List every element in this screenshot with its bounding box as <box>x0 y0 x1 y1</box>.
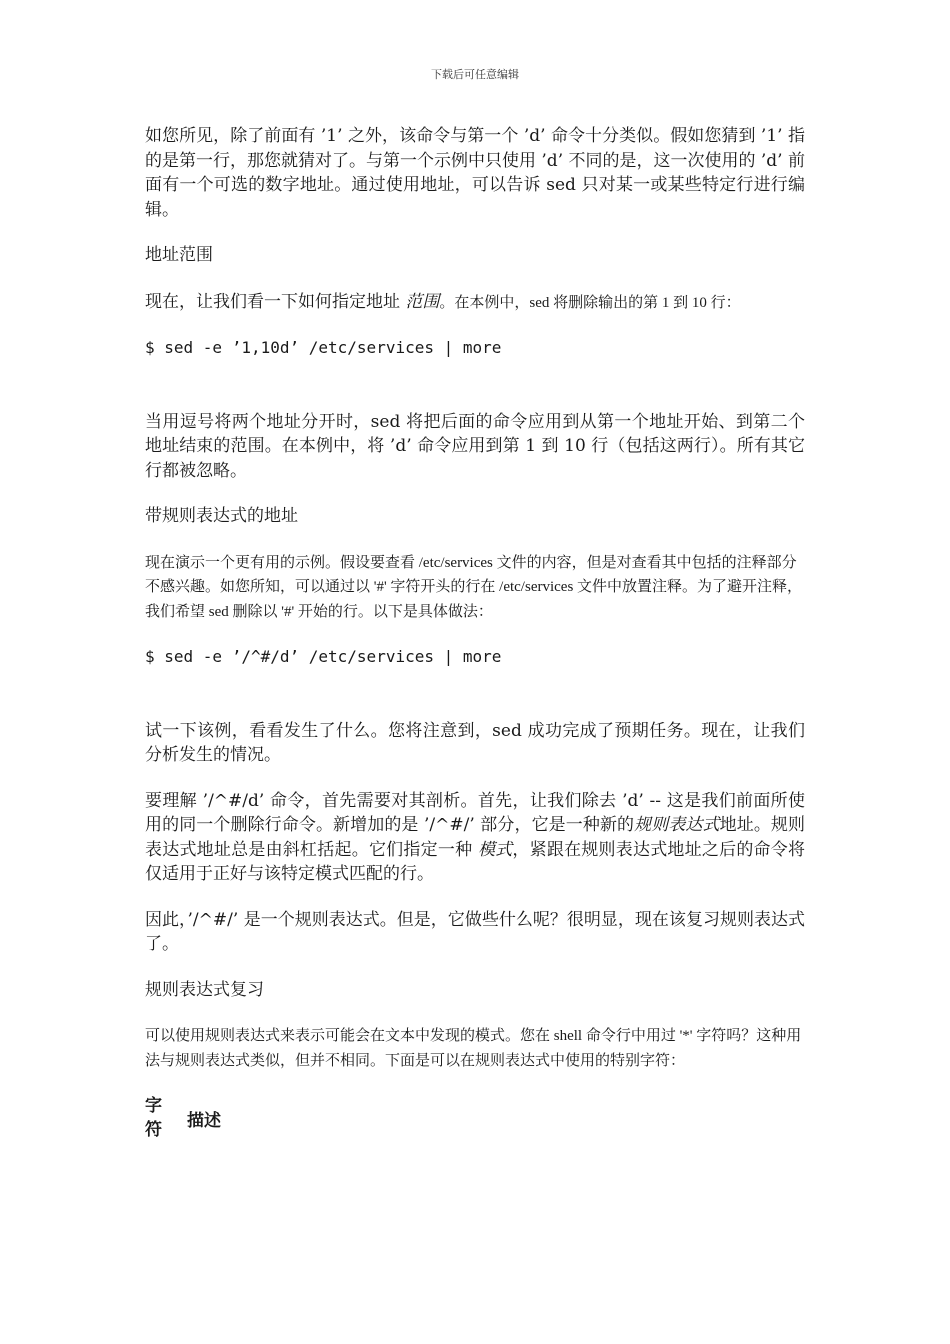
paragraph-range-intro-part1: 现在，让我们看一下如何指定地址 <box>145 291 406 312</box>
table-header-row <box>145 1094 805 1142</box>
paragraph-comments-example: 现在演示一个更有用的示例。假设要查看 /etc/services 文件的内容，但是对查看其中包括的注释部分不感兴趣。如您所知，可以通过以 '#' 字符开头的行在 /etc/services 文件中放置注释。为了避开注释，我们希望 sed 删除以 '#' 开始的行。以下是具体做法： <box>145 554 803 620</box>
code-sample-regex: $ sed -e ’/^#/d’ /etc/services | more <box>145 647 502 666</box>
paragraph-special-chars: 可以使用规则表达式来表示可能会在文本中发现的模式。您在 shell 命令行中用过 '*' 字符吗？这种用法与规则表达式类似，但并不相同。下面是可以在规则表达式中使用的特别字符： <box>145 1028 802 1069</box>
paragraph-range-intro <box>145 290 805 316</box>
table-header-char: 字符 <box>145 1096 162 1140</box>
document-body <box>145 124 805 1142</box>
paragraph-range-intro-part2: 。在本例中，sed 将删除输出的第 1 到 10 行： <box>439 294 741 311</box>
heading-regex-review: 规则表达式复习 <box>145 979 264 1000</box>
paragraph-try-example: 试一下该例，看看发生了什么。您将注意到，sed 成功完成了预期任务。现在，让我们分析发生的情况。 <box>145 720 805 765</box>
paragraph-range-explain: 当用逗号将两个地址分开时，sed 将把后面的命令应用到从第一个地址开始、到第二个地址结束的范围。在本例中，将 ’d’ 命令应用到第 1 到 10 行（包括这两行）。所有其它行都被忽略。 <box>145 411 805 481</box>
code-sample-range: $ sed -e ’1,10d’ /etc/services | more <box>145 338 502 357</box>
paragraph-regex-analysis-part1: 要理解 ’/^#/d’ 命令，首先需要对其剖析。首先，让我们除去 ’d’ -- 这是我们前面所使用的同一个删除行命令。新增加的是 ’/^#/’ 部分，它是一种新的 <box>145 790 805 835</box>
heading-address-range: 地址范围 <box>145 245 213 265</box>
table-header-description: 描述 <box>187 1110 221 1131</box>
paragraph-regex-analysis-part2: 地址。规则表达式地址总是由斜杠括起。它们指定一种 <box>145 815 806 860</box>
emphasis-pattern: 模式 <box>477 839 513 860</box>
emphasis-range: 范围 <box>405 291 440 312</box>
heading-regex-address: 带规则表达式的地址 <box>145 506 298 526</box>
paragraph-regex-review-intro: 因此，’/^#/’ 是一个规则表达式。但是，它做些什么呢？很明显，现在该复习规则表达式了。 <box>145 909 805 954</box>
paragraph-address-intro: 如您所见，除了前面有 ’1’ 之外，该命令与第一个 ’d’ 命令十分类似。假如您猜到 ’1’ 指的是第一行，那您就猜对了。与第一个示例中只使用 ’d’ 不同的是，这一次使用的 ’d’ 前面有一个可选的数字地址。通过使用地址，可以告诉 sed 只对某一或某些特定行进行编辑。 <box>145 126 805 220</box>
paragraph-regex-analysis <box>145 789 805 887</box>
page-header: 下载后可任意编辑 <box>431 68 519 81</box>
emphasis-regex: 规则表达式 <box>634 815 720 835</box>
paragraph-regex-analysis-part3: ，紧跟在规则表达式地址之后的命令将仅适用于正好与该特定模式匹配的行。 <box>145 839 806 884</box>
